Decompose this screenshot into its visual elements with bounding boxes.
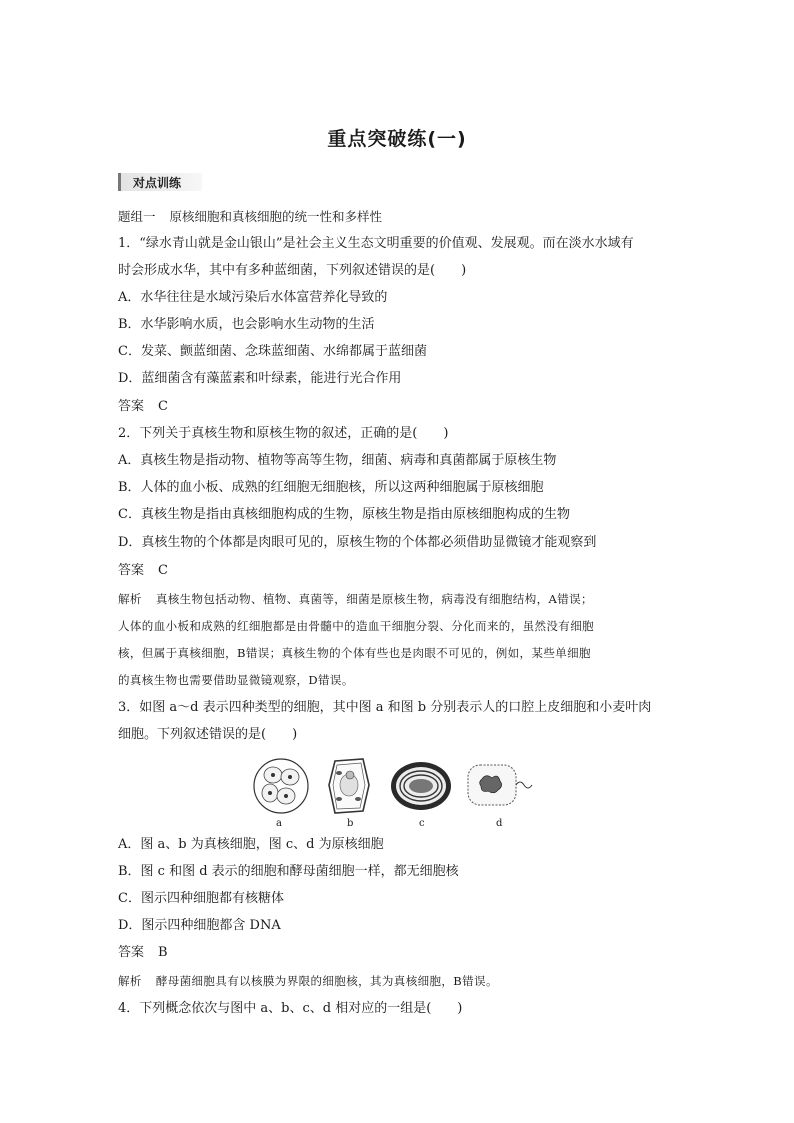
q2-option-c: C．真核生物是指由真核细胞构成的生物，原核生物是指由原核细胞构成的生物 [118, 507, 570, 522]
q3-analysis-label: 解析 [118, 974, 142, 988]
q2-option-d: D．真核生物的个体都是肉眼可见的，原核生物的个体都必须借助显微镜才能观察到 [118, 535, 597, 550]
q3-stem-line1: 3．如图 a～d 表示四种类型的细胞，其中图 a 和图 b 分别表示人的口腔上皮细胞和小麦叶肉 [118, 700, 652, 715]
q2-analysis-text1: 真核生物包括动物、植物、真菌等，细菌是原核生物，病毒没有细胞结构，A错误； [155, 592, 593, 606]
q1-answer-label: 答案 [118, 399, 145, 414]
q2-analysis-line1 [118, 590, 593, 608]
q3-answer [118, 944, 168, 962]
figure-label-d: d [496, 818, 503, 829]
q2-answer-value: C [158, 563, 168, 578]
q2-stem: 2．下列关于真核生物和原核生物的叙述，正确的是( ) [118, 426, 449, 441]
q1-option-d: D．蓝细菌含有藻蓝素和叶绿素，能进行光合作用 [118, 371, 402, 386]
q2-analysis-line3: 核，但属于真核细胞，B错误；真核生物的个体有些也是肉眼不可见的，例如，某些单细胞 [118, 646, 591, 660]
q3-answer-value: B [158, 945, 168, 960]
q4-stem: 4．下列概念依次与图中 a、b、c、d 相对应的一组是( ) [118, 1001, 463, 1016]
figure-label-b: b [347, 818, 354, 829]
q3-option-d: D．图示四种细胞都含 DNA [118, 918, 281, 933]
q1-stem-line2: 时会形成水华，其中有多种蓝细菌，下列叙述错误的是( ) [118, 263, 467, 278]
figure-label-a: a [276, 818, 282, 829]
q2-answer [118, 562, 168, 580]
q2-option-b: B．人体的血小板、成熟的红细胞无细胞核，所以这两种细胞属于原核细胞 [118, 480, 544, 495]
q1-answer [118, 398, 168, 416]
page-title: 重点突破练(一) [327, 128, 467, 150]
cell-a-illustration [254, 759, 308, 813]
q3-stem-line2: 细胞。下列叙述错误的是( ) [118, 727, 298, 742]
group-heading [118, 208, 382, 226]
q2-option-a: A．真核生物是指动物、植物等高等生物，细菌、病毒和真菌都属于原核生物 [118, 453, 557, 468]
cell-b-illustration [329, 759, 369, 813]
q3-option-c: C．图示四种细胞都有核糖体 [118, 891, 284, 906]
q3-option-b: B．图 c 和图 d 表示的细胞和酵母菌细胞一样，都无细胞核 [118, 864, 459, 879]
q1-answer-value: C [158, 399, 168, 414]
q2-answer-label: 答案 [118, 563, 145, 578]
q3-answer-label: 答案 [118, 945, 145, 960]
cell-c-illustration [391, 762, 451, 810]
q2-analysis-line4: 的真核生物也需要借助显微镜观察，D错误。 [118, 673, 354, 687]
q2-analysis-line2: 人体的血小板和成熟的红细胞都是由骨髓中的造血干细胞分裂、分化而来的，虽然没有细胞 [118, 619, 594, 633]
q3-analysis-line1 [118, 972, 498, 990]
figure-label-c: c [419, 818, 425, 829]
cell-d-illustration [468, 765, 532, 805]
q2-analysis-label: 解析 [118, 592, 142, 606]
q3-analysis-text1: 酵母菌细胞具有以核膜为界限的细胞核，其为真核细胞，B错误。 [155, 974, 498, 988]
group-text: 原核细胞和真核细胞的统一性和多样性 [169, 209, 383, 224]
cell-figure [253, 755, 533, 830]
q1-option-c: C．发菜、颤蓝细菌、念珠蓝细菌、水绵都属于蓝细菌 [118, 344, 427, 359]
section-tag-label: 对点训练 [133, 176, 182, 190]
q3-option-a: A．图 a、b 为真核细胞，图 c、d 为原核细胞 [118, 837, 384, 852]
q1-option-b: B．水华影响水质，也会影响水生动物的生活 [118, 317, 375, 332]
q1-stem-line1: 1．“绿水青山就是金山银山”是社会主义生态文明重要的价值观、发展观。而在淡水水域有 [118, 236, 634, 251]
group-label: 题组一 [118, 209, 156, 224]
section-tag [118, 173, 202, 191]
q1-option-a: A．水华往往是水域污染后水体富营养化导致的 [118, 290, 388, 305]
